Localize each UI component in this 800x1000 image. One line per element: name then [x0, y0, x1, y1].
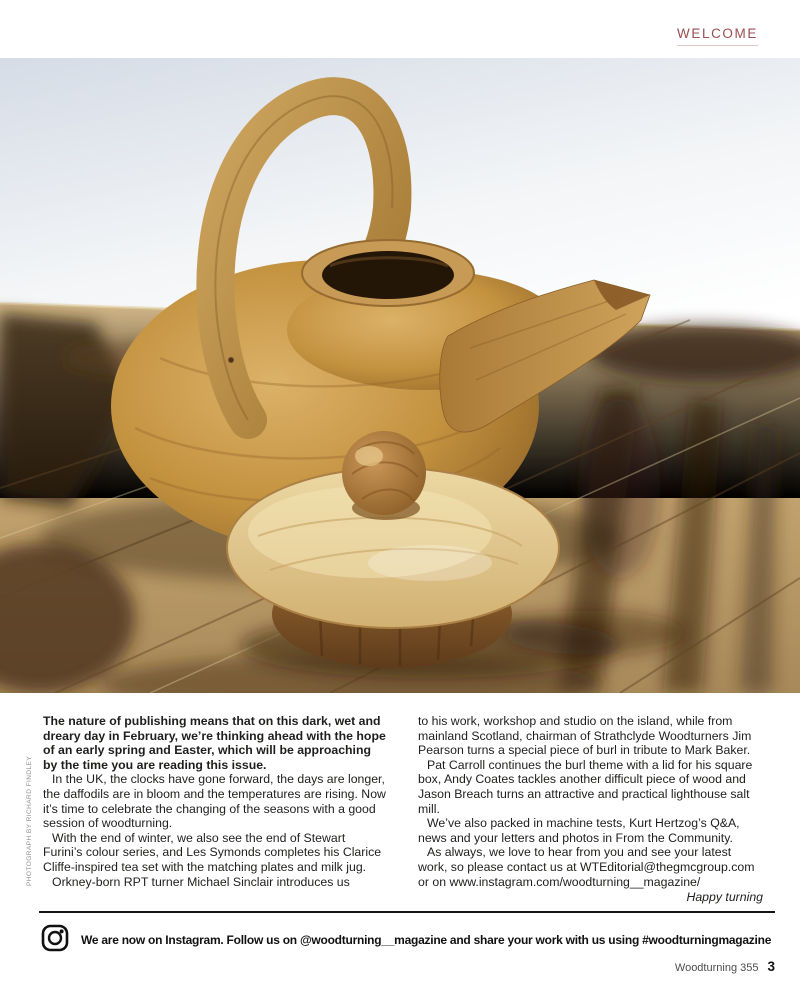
- photo-credit: PHOTOGRAPH BY RICHARD FINDLEY: [26, 755, 33, 886]
- magazine-issue-label: Woodturning 355: [674, 962, 759, 974]
- paragraph: As always, we love to hear from you and see your latest work, so please contact us at WTEditorial@thegmcgroup.com or on www.instagram.com/woodturning__magazine/: [418, 845, 755, 889]
- instagram-banner: [40, 922, 775, 958]
- teapot-photo-illustration: [0, 58, 800, 693]
- paragraph: In the UK, the clocks have gone forward, the days are longer, the daffodils are in bloom and the temperatures are rising. Now it’s time to celebrate the changing of the seasons with a good session of woodturning.: [43, 772, 386, 831]
- hero-photo: [0, 58, 800, 693]
- instagram-banner-text: We are now on Instagram. Follow us on @woodturning__magazine and share your work with us using #woodturningmagazine: [81, 933, 772, 947]
- editorial-column-right: [418, 714, 763, 905]
- teapot-opening: [302, 240, 474, 306]
- editorial-column-left: [43, 714, 388, 905]
- divider-rule: [39, 911, 775, 913]
- paragraph: to his work, workshop and studio on the island, while from mainland Scotland, chairman of Strathclyde Woodturners Jim Pearson turns a special piece of burl in tribute to Mark Baker.: [418, 714, 752, 758]
- lid-knob: [342, 431, 426, 520]
- intro-paragraph: The nature of publishing means that on this dark, wet and dreary day in February, we’re thinking ahead with the hope of an early spring and Easter, which will be approaching by the time you are reading this issue.: [43, 714, 386, 772]
- page-number: 3: [767, 959, 775, 974]
- editorial-body: [43, 714, 763, 905]
- paragraph: We’ve also packed in machine tests, Kurt Hertzog’s Q&A, news and your letters and photos in From the Community.: [418, 816, 740, 845]
- instagram-icon: [40, 923, 70, 958]
- paragraph: With the end of winter, we also see the end of Stewart Furini’s colour series, and Les Symonds completes his Clarice Cliffe-inspired tea set with the matching plates and milk jug.: [43, 830, 382, 874]
- section-label: WELCOME: [677, 26, 758, 46]
- editor-signoff: Happy turning: [686, 890, 763, 905]
- paragraph: Pat Carroll continues the burl theme with a lid for his square box, Andy Coates tackles another difficult piece of wood and Jason Breach turns an attractive and practical lighthouse salt mill.: [418, 757, 753, 816]
- paragraph: Orkney-born RPT turner Michael Sinclair introduces us: [52, 874, 350, 889]
- page-footer: [675, 959, 775, 974]
